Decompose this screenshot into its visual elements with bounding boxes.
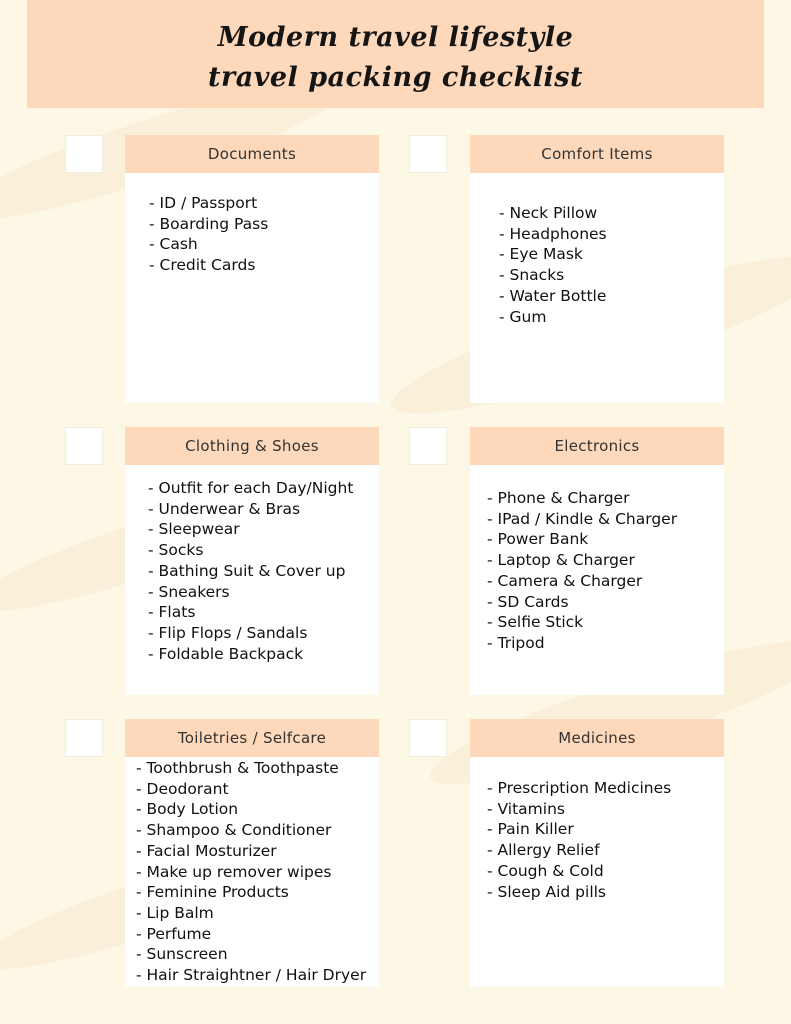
comfort-items-card <box>470 135 724 403</box>
page-title-line-2: travel packing checklist <box>208 62 583 93</box>
list-item: - Boarding Pass <box>149 214 269 233</box>
list-item: - Gum <box>499 307 547 326</box>
list-item: - Shampoo & Conditioner <box>136 821 332 840</box>
list-item: - Sleepwear <box>148 520 240 539</box>
documents-title: Documents <box>125 135 379 173</box>
list-item: - IPad / Kindle & Charger <box>487 509 678 528</box>
electronics-list <box>470 465 724 654</box>
list-item: - Sunscreen <box>136 945 228 964</box>
electronics-title: Electronics <box>470 427 724 465</box>
list-item: - Make up remover wipes <box>136 862 332 881</box>
list-item: - Hair Straightner / Hair Dryer <box>136 966 367 985</box>
list-item: - Cough & Cold <box>487 861 604 880</box>
list-item: - Socks <box>148 541 204 560</box>
toiletries-title: Toiletries / Selfcare <box>125 719 379 757</box>
list-item: - Facial Mosturizer <box>136 841 277 860</box>
toiletries-checkbox[interactable] <box>65 719 103 757</box>
medicines-title: Medicines <box>470 719 724 757</box>
documents-checkbox[interactable] <box>65 135 103 173</box>
electronics-checkbox[interactable] <box>409 427 447 465</box>
list-item: - Water Bottle <box>499 286 607 305</box>
list-item: - SD Cards <box>487 592 569 611</box>
page-title-line-1: Modern travel lifestyle <box>217 22 574 53</box>
comfort-items-title: Comfort Items <box>470 135 724 173</box>
list-item: - Selfie Stick <box>487 613 584 632</box>
list-item: - Sneakers <box>148 582 230 601</box>
list-item: - Snacks <box>499 266 565 285</box>
list-item: - ID / Passport <box>149 194 258 212</box>
list-item: - Credit Cards <box>149 256 256 275</box>
list-item: - Eye Mask <box>499 245 583 264</box>
list-item: - Phone & Charger <box>487 489 630 507</box>
list-item: - Outfit for each Day/Night <box>148 479 354 497</box>
toiletries-card <box>125 719 379 987</box>
list-item: - Deodorant <box>136 779 229 798</box>
medicines-card <box>470 719 724 987</box>
list-item: - Feminine Products <box>136 883 289 902</box>
list-item: - Prescription Medicines <box>487 779 672 797</box>
list-item: - Power Bank <box>487 530 589 549</box>
list-item: - Neck Pillow <box>499 204 598 222</box>
list-item: - Lip Balm <box>136 903 214 922</box>
clothing-shoes-list <box>125 465 379 664</box>
list-item: - Toothbrush & Toothpaste <box>136 759 339 777</box>
clothing-shoes-checkbox[interactable] <box>65 427 103 465</box>
list-item: - Laptop & Charger <box>487 551 635 570</box>
list-item: - Foldable Backpack <box>148 644 304 663</box>
list-item: - Vitamins <box>487 799 565 818</box>
list-item: - Flip Flops / Sandals <box>148 623 308 642</box>
medicines-list <box>470 757 724 902</box>
documents-list <box>125 173 379 276</box>
documents-card <box>125 135 379 403</box>
clothing-shoes-title: Clothing & Shoes <box>125 427 379 465</box>
list-item: - Tripod <box>487 633 545 652</box>
list-item: - Bathing Suit & Cover up <box>148 561 346 580</box>
list-item: - Allergy Relief <box>487 841 600 860</box>
list-item: - Cash <box>149 235 198 254</box>
list-item: - Sleep Aid pills <box>487 882 607 901</box>
list-item: - Flats <box>148 603 196 622</box>
medicines-checkbox[interactable] <box>409 719 447 757</box>
list-item: - Camera & Charger <box>487 571 643 590</box>
electronics-card <box>470 427 724 695</box>
list-item: - Underwear & Bras <box>148 499 301 518</box>
toiletries-list <box>125 757 379 986</box>
list-item: - Headphones <box>499 224 607 243</box>
list-item: - Pain Killer <box>487 820 574 839</box>
comfort-items-checkbox[interactable] <box>409 135 447 173</box>
list-item: - Body Lotion <box>136 800 239 819</box>
comfort-items-list <box>470 173 724 327</box>
page-header <box>27 0 764 108</box>
list-item: - Perfume <box>136 924 212 943</box>
clothing-shoes-card <box>125 427 379 695</box>
